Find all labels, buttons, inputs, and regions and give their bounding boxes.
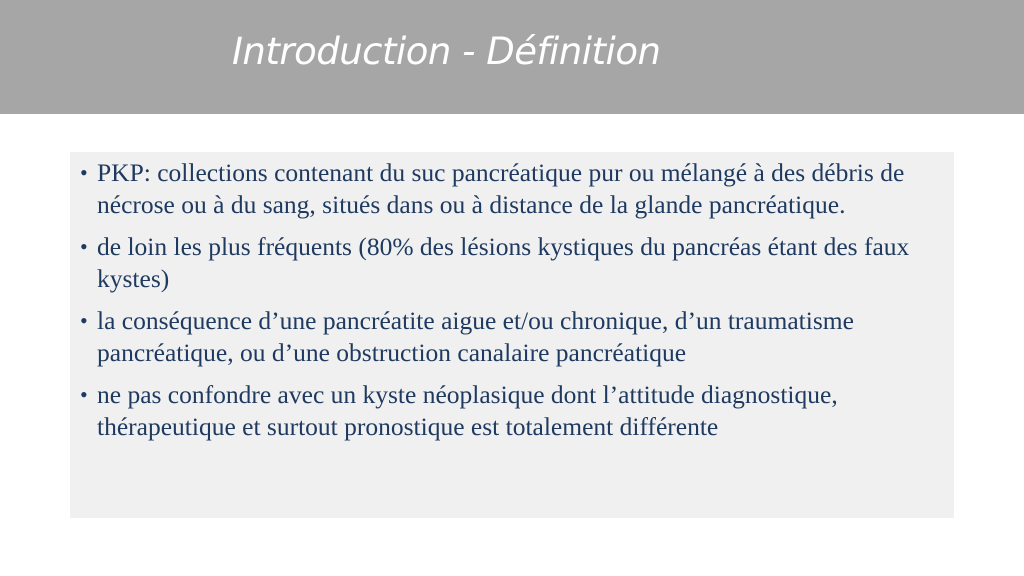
bullet-item [80,305,950,369]
slide-title: Introduction - Définition [232,30,661,73]
bullet-text: de loin les plus fréquents (80% des lésions kystiques du pancréas étant des faux kystes) [97,232,910,293]
bullet-icon: • [80,160,88,185]
title-bar [0,0,1024,114]
bullet-text: ne pas confondre avec un kyste néoplasique dont l’attitude diagnostique, thérapeutique et surtout pronostique est totalement différente [97,380,838,441]
bullet-item [80,231,950,295]
bullet-text: la conséquence d’une pancréatite aigue et/ou chronique, d’un traumatisme pancréatique, ou d’une obstruction canalaire pancréatique [97,306,854,367]
bullet-item [80,157,950,221]
bullet-icon: • [80,308,88,333]
content-box [70,152,954,518]
bullet-list [80,157,950,453]
bullet-icon: • [80,382,88,407]
bullet-icon: • [80,234,88,259]
bullet-item [80,379,950,443]
bullet-text: PKP: collections contenant du suc pancréatique pur ou mélangé à des débris de nécrose ou à du sang, situés dans ou à distance de la glande pancréatique. [97,158,905,219]
